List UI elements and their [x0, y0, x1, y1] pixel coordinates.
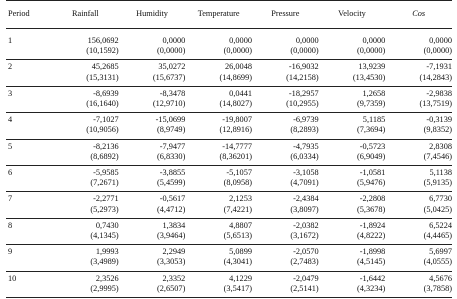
table-row — [6, 218, 452, 231]
std-error-cell: (3,5417) — [185, 284, 252, 298]
std-error-cell: (0,0000) — [356, 46, 386, 56]
period-cell: 3 — [6, 86, 52, 99]
std-error-cell: (4,4712) — [157, 204, 186, 214]
std-error-cell: (4,1345) — [90, 231, 119, 241]
estimate-cell: 0,0000 — [295, 36, 319, 45]
header-temperature: Temperature — [185, 1, 252, 29]
std-error-cell: (4,8222) — [356, 231, 386, 241]
std-error-cell: (6,8330) — [157, 151, 186, 161]
std-error-cell: (8,9749) — [157, 125, 186, 135]
std-error-cell: (2,9995) — [52, 284, 119, 298]
estimate-cell: 5,1185 — [319, 113, 386, 126]
header-period: Period — [6, 1, 52, 29]
std-error-cell: (14,8027) — [219, 99, 252, 109]
std-error-cell: (3,8097) — [290, 204, 319, 214]
table-row-std-error — [6, 73, 452, 87]
estimate-cell: -7,9477 — [119, 139, 186, 152]
std-error-cell: (10,1592) — [86, 46, 119, 56]
header-row — [6, 1, 452, 29]
std-error-cell: (8,0958) — [223, 178, 252, 188]
table-row — [6, 166, 452, 179]
table-row-std-error — [6, 46, 452, 60]
estimate-cell: 0,7430 — [52, 218, 119, 231]
table-body — [6, 29, 452, 298]
estimate-cell: 2,8308 — [385, 139, 452, 152]
estimate-cell: -1,8924 — [319, 218, 386, 231]
table-row-std-error — [6, 125, 452, 139]
estimate-cell: -18,2957 — [252, 86, 319, 99]
period-cell: 9 — [6, 245, 52, 258]
estimate-cell: -2,2771 — [52, 192, 119, 205]
std-error-cell: (4,3041) — [223, 257, 252, 267]
period-cell: 5 — [6, 139, 52, 152]
std-error-cell: (14,8699) — [219, 72, 252, 82]
table-row-std-error — [6, 205, 452, 219]
empty-cell — [6, 46, 52, 60]
estimate-cell: -0,3139 — [385, 113, 452, 126]
std-error-cell: (5,0425) — [423, 204, 452, 214]
std-error-cell: (4,4465) — [423, 231, 452, 241]
estimate-cell: -2,0382 — [252, 218, 319, 231]
std-error-cell: (8,36201) — [219, 151, 252, 161]
std-error-cell: (5,2973) — [90, 204, 119, 214]
estimate-cell: 2,3526 — [52, 271, 119, 284]
std-error-cell: (5,4599) — [157, 178, 186, 188]
estimate-cell: -19,8007 — [185, 113, 252, 126]
estimate-cell: -8,3478 — [119, 86, 186, 99]
estimate-cell: 26,0048 — [185, 60, 252, 73]
empty-cell — [6, 231, 52, 245]
std-error-cell: (3,3053) — [157, 257, 186, 267]
estimate-cell: -4,7935 — [252, 139, 319, 152]
std-error-cell: (0,0000) — [290, 46, 319, 56]
std-error-cell: (2,6507) — [119, 284, 186, 298]
estimate-cell: -0,5723 — [319, 139, 386, 152]
std-error-cell: (9,8352) — [423, 125, 452, 135]
table-row-std-error — [6, 152, 452, 166]
estimate-cell: -16,9032 — [252, 60, 319, 73]
std-error-cell: (10,9056) — [86, 125, 119, 135]
header-cos: Cos — [385, 1, 452, 29]
std-error-cell: (0,0000) — [157, 46, 186, 56]
std-error-cell: (8,6892) — [90, 151, 119, 161]
estimate-cell: 6,5224 — [385, 218, 452, 231]
std-error-cell: (4,3234) — [319, 284, 386, 298]
estimate-cell: 4,8807 — [185, 218, 252, 231]
empty-cell — [6, 152, 52, 166]
std-error-cell: (0,0000) — [423, 46, 452, 56]
results-table — [6, 0, 452, 298]
std-error-cell: (3,7858) — [385, 284, 452, 298]
std-error-cell: (7,4546) — [423, 151, 452, 161]
table-row — [6, 245, 452, 258]
header-humidity: Humidity — [119, 1, 186, 29]
std-error-cell: (12,9710) — [152, 99, 186, 109]
std-error-cell: (6,9049) — [356, 151, 386, 161]
std-error-cell: (3,9464) — [157, 231, 186, 241]
empty-cell — [6, 284, 52, 298]
std-error-cell: (7,4221) — [223, 204, 252, 214]
estimate-cell: -15,0699 — [119, 113, 186, 126]
table-row — [6, 86, 452, 99]
table-row-std-error — [6, 284, 452, 298]
period-cell: 6 — [6, 166, 52, 179]
std-error-cell: (2,7483) — [290, 257, 319, 267]
std-error-cell: (9,7359) — [356, 99, 386, 109]
std-error-cell: (14,2843) — [419, 72, 452, 82]
estimate-cell: -6,9739 — [252, 113, 319, 126]
std-error-cell: (15,3131) — [86, 72, 119, 82]
empty-cell — [6, 257, 52, 271]
estimate-cell: -0,5617 — [119, 192, 186, 205]
estimate-cell: -5,9585 — [52, 166, 119, 179]
std-error-cell: (5,9476) — [356, 178, 386, 188]
estimate-cell: -8,2136 — [52, 139, 119, 152]
estimate-cell: 0,0000 — [362, 36, 386, 45]
estimate-cell: 2,1253 — [185, 192, 252, 205]
empty-cell — [6, 178, 52, 192]
period-cell: 7 — [6, 192, 52, 205]
std-error-cell: (16,1640) — [86, 99, 119, 109]
std-error-cell: (0,0000) — [223, 46, 252, 56]
estimate-cell: -1,0581 — [319, 166, 386, 179]
empty-cell — [6, 73, 52, 87]
estimate-cell: 5,0899 — [185, 245, 252, 258]
estimate-cell: -2,0479 — [252, 271, 319, 284]
header-rainfall: Rainfall — [52, 1, 119, 29]
estimate-cell: 5,1138 — [385, 166, 452, 179]
estimate-cell: 0,0000 — [162, 36, 186, 45]
std-error-cell: (3,1672) — [290, 231, 319, 241]
std-error-cell: (7,2671) — [90, 178, 119, 188]
estimate-cell: 1,9993 — [52, 245, 119, 258]
estimate-cell: 45,2685 — [52, 60, 119, 73]
std-error-cell: (6,0334) — [290, 151, 319, 161]
std-error-cell: (5,9135) — [423, 178, 452, 188]
table-row-std-error — [6, 99, 452, 113]
estimate-cell: 4,1229 — [185, 271, 252, 284]
estimate-cell: 5,6997 — [385, 245, 452, 258]
estimate-cell: 156,0692 — [87, 36, 119, 45]
std-error-cell: (4,5145) — [356, 257, 386, 267]
estimate-cell: -14,7777 — [185, 139, 252, 152]
estimate-cell: 13,9239 — [319, 60, 386, 73]
estimate-cell: -2,2808 — [319, 192, 386, 205]
table-row — [6, 113, 452, 126]
estimate-cell: 0,0000 — [229, 36, 252, 45]
estimate-cell: -7,1027 — [52, 113, 119, 126]
std-error-cell: (14,2158) — [286, 72, 319, 82]
empty-cell — [6, 125, 52, 139]
period-cell: 8 — [6, 218, 52, 231]
estimate-cell: -8,6939 — [52, 86, 119, 99]
table-row-std-error — [6, 257, 452, 271]
std-error-cell: (4,7091) — [290, 178, 319, 188]
empty-cell — [6, 205, 52, 219]
table-row — [6, 139, 452, 152]
estimate-cell: -5,1057 — [185, 166, 252, 179]
table-row-std-error — [6, 231, 452, 245]
estimate-cell: 0,0000 — [429, 36, 452, 45]
estimate-cell: 1,2658 — [319, 86, 386, 99]
estimate-cell: 0,0441 — [185, 86, 252, 99]
table-row — [6, 60, 452, 73]
estimate-cell: -1,8998 — [319, 245, 386, 258]
std-error-cell: (4,0555) — [423, 257, 452, 267]
period-cell: 10 — [6, 271, 52, 284]
estimate-cell: 2,2949 — [119, 245, 186, 258]
std-error-cell: (13,7519) — [419, 99, 452, 109]
std-error-cell: (2,5141) — [252, 284, 319, 298]
period-cell: 4 — [6, 113, 52, 126]
estimate-cell: 35,0272 — [119, 60, 186, 73]
estimate-cell: 4,5676 — [385, 271, 452, 284]
std-error-cell: (15,6737) — [152, 72, 186, 82]
std-error-cell: (5,3678) — [356, 204, 386, 214]
std-error-cell: (13,4530) — [352, 72, 386, 82]
std-error-cell: (12,8916) — [219, 125, 252, 135]
std-error-cell: (3,4989) — [90, 257, 119, 267]
table-row — [6, 34, 452, 46]
empty-cell — [6, 99, 52, 113]
std-error-cell: (8,2893) — [290, 125, 319, 135]
estimate-cell: 2,3352 — [119, 271, 186, 284]
table-row — [6, 271, 452, 284]
period-cell: 2 — [6, 60, 52, 73]
table-row-std-error — [6, 178, 452, 192]
estimate-cell: -3,8855 — [119, 166, 186, 179]
estimate-cell: 1,3834 — [119, 218, 186, 231]
std-error-cell: (7,3694) — [356, 125, 386, 135]
header-pressure: Pressure — [252, 1, 319, 29]
estimate-cell: -3,1058 — [252, 166, 319, 179]
table-row — [6, 192, 452, 205]
estimate-cell: 6,7730 — [385, 192, 452, 205]
estimate-cell: -2,4384 — [252, 192, 319, 205]
estimate-cell: -7,1931 — [385, 60, 452, 73]
estimate-cell: -2,0570 — [252, 245, 319, 258]
period-cell: 1 — [8, 36, 13, 45]
estimate-cell: -2,9838 — [385, 86, 452, 99]
header-velocity: Velocity — [319, 1, 386, 29]
std-error-cell: (5,6513) — [223, 231, 252, 241]
estimate-cell: -1,6442 — [319, 271, 386, 284]
std-error-cell: (10,2955) — [286, 99, 319, 109]
